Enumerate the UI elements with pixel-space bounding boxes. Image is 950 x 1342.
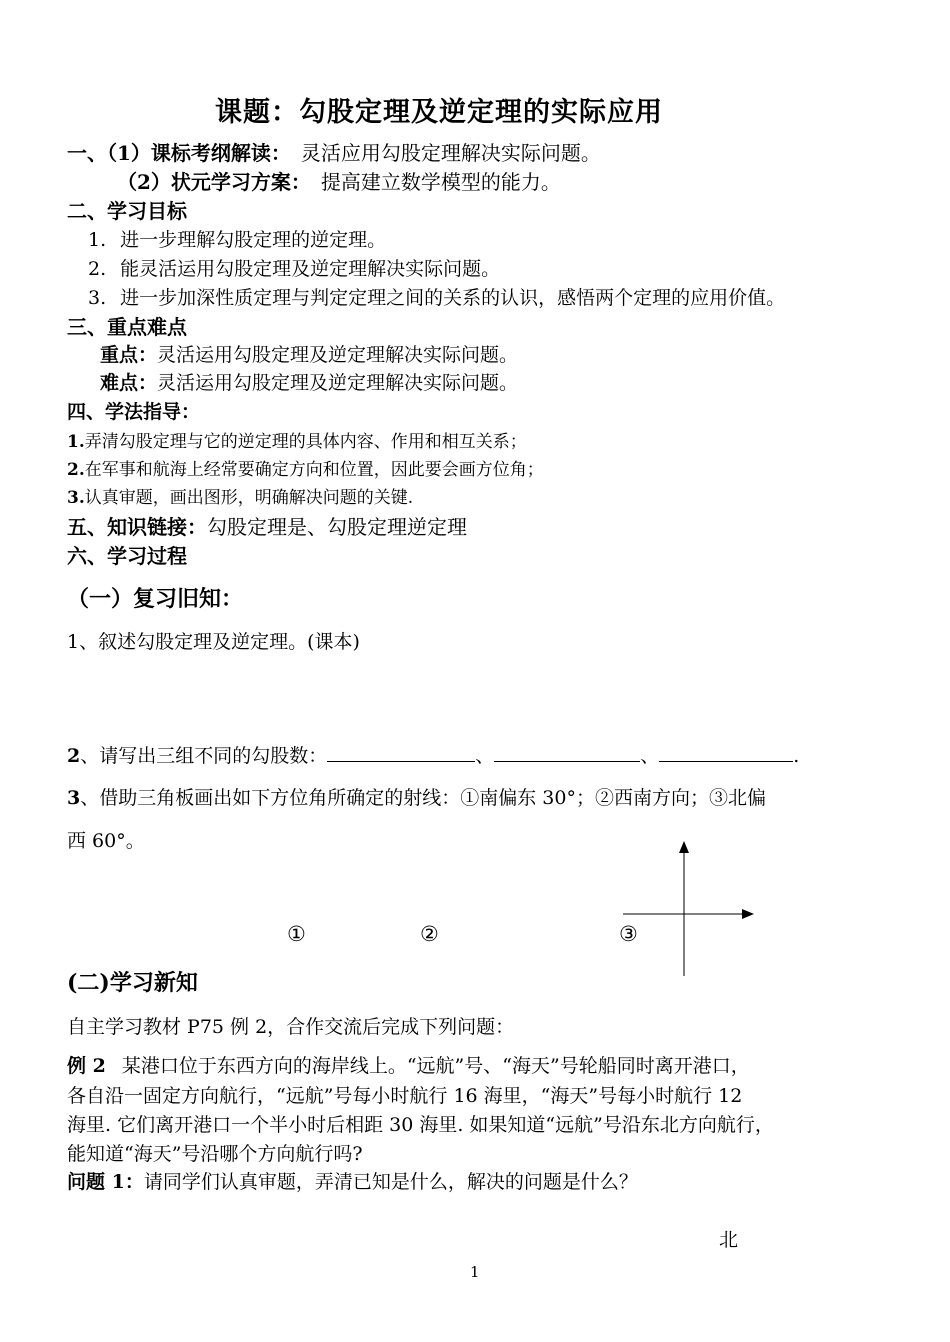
example-line-1 xyxy=(67,1051,750,1078)
separator: 、 xyxy=(475,745,495,767)
page-title: 课题：勾股定理及逆定理的实际应用 xyxy=(215,97,663,128)
question-1: 1、叙述勾股定理及逆定理。(课本) xyxy=(67,631,360,653)
section-5-row xyxy=(67,511,467,540)
difficult-point-row xyxy=(100,368,518,395)
page-number: 1 xyxy=(470,1263,480,1281)
goal-text: 进一步加深性质定理与判定定理之间的关系的认识，感悟两个定理的应用价值。 xyxy=(120,287,786,309)
problem-1-text: 请同学们认真审题，弄清已知是什么，解决的问题是什么？ xyxy=(143,1171,638,1193)
section-4-heading: 四、学法指导： xyxy=(67,401,201,423)
goal-item-3 xyxy=(88,283,785,310)
north-label: 北 xyxy=(719,1229,739,1251)
goal-item-2 xyxy=(88,254,500,281)
problem-1-row xyxy=(67,1167,638,1194)
key-point-row xyxy=(100,340,518,367)
goal-text: 进一步理解勾股定理的逆定理。 xyxy=(120,229,387,251)
mark-2: ② xyxy=(420,922,439,946)
direction-axes xyxy=(615,838,765,980)
question-3-text: 、借助三角板画出如下方位角所确定的射线：①南偏东 30°；②西南方向；③北偏 xyxy=(80,787,766,809)
question-2-end: . xyxy=(793,745,800,767)
method-item-1 xyxy=(67,427,527,452)
section-3-heading: 三、重点难点 xyxy=(67,315,187,339)
section-1-heading: 一、（1）课标考纲解读： xyxy=(67,141,291,165)
difficult-point-label: 难点： xyxy=(100,372,158,394)
method-item-2 xyxy=(67,455,544,480)
section-1-row xyxy=(67,137,601,166)
separator: 、 xyxy=(640,745,660,767)
question-3-number: 3 xyxy=(67,787,81,809)
example-label: 例 2 xyxy=(67,1055,106,1077)
method-text: 弄清勾股定理与它的逆定理的具体内容、作用和相互关系； xyxy=(84,432,527,452)
question-3 xyxy=(67,783,766,810)
method-number: 3. xyxy=(67,488,85,508)
question-3-continued: 西 60°。 xyxy=(67,830,145,852)
example-text: 某港口位于东西方向的海岸线上。“远航”号、“海天”号轮船同时离开港口， xyxy=(121,1055,750,1077)
mark-3: ③ xyxy=(619,922,638,946)
goal-number: 3. xyxy=(88,287,107,309)
method-number: 2. xyxy=(67,460,85,480)
section-5-text: 勾股定理是、勾股定理逆定理 xyxy=(207,515,467,539)
key-point-label: 重点： xyxy=(100,344,158,366)
question-2 xyxy=(67,741,799,768)
section-1-sub-heading: （2）状元学习方案： xyxy=(117,170,311,194)
difficult-point-text: 灵活运用勾股定理及逆定理解决实际问题。 xyxy=(157,372,519,394)
method-text: 在军事和航海上经常要确定方向和位置，因此要会画方位角； xyxy=(84,460,544,480)
section-6-heading: 六、学习过程 xyxy=(67,544,187,568)
answer-blank-2[interactable] xyxy=(494,743,640,762)
example-line-2: 各自沿一固定方向航行，“远航”号每小时航行 16 海里，“海天”号每小时航行 12 xyxy=(67,1085,743,1107)
part-2-heading: (二)学习新知 xyxy=(67,970,198,996)
key-point-text: 灵活运用勾股定理及逆定理解决实际问题。 xyxy=(157,344,519,366)
section-2-heading: 二、学习目标 xyxy=(67,199,187,223)
section-1-sub-row xyxy=(117,166,561,195)
example-line-3: 海里. 它们离开港口一个半小时后相距 30 海里. 如果知道“远航”号沿东北方向航行， xyxy=(67,1114,774,1136)
question-2-text: 、请写出三组不同的勾股数： xyxy=(80,745,328,767)
section-1-text: 灵活应用勾股定理解决实际问题。 xyxy=(300,141,601,165)
mark-1: ① xyxy=(287,922,306,946)
goal-item-1 xyxy=(88,225,386,252)
east-arrow-icon xyxy=(742,909,754,919)
north-arrow-icon xyxy=(679,841,689,853)
part-1-heading: （一）复习旧知： xyxy=(67,586,244,612)
goal-number: 2. xyxy=(88,258,107,280)
section-5-heading: 五、知识链接： xyxy=(67,515,207,539)
answer-blank-3[interactable] xyxy=(659,743,793,762)
method-number: 1. xyxy=(67,432,85,452)
problem-1-label: 问题 1： xyxy=(67,1171,144,1193)
question-2-number: 2 xyxy=(67,745,81,767)
method-text: 认真审题，画出图形，明确解决问题的关键. xyxy=(84,488,414,508)
section-1-sub-text: 提高建立数学模型的能力。 xyxy=(320,170,561,194)
example-line-4: 能知道“海天”号沿哪个方向航行吗? xyxy=(67,1143,363,1165)
goal-number: 1. xyxy=(88,229,107,251)
goal-text: 能灵活运用勾股定理及逆定理解决实际问题。 xyxy=(120,258,501,280)
part-2-intro: 自主学习教材 P75 例 2，合作交流后完成下列问题： xyxy=(67,1016,515,1038)
answer-blank-1[interactable] xyxy=(327,743,475,762)
method-item-3 xyxy=(67,483,413,508)
